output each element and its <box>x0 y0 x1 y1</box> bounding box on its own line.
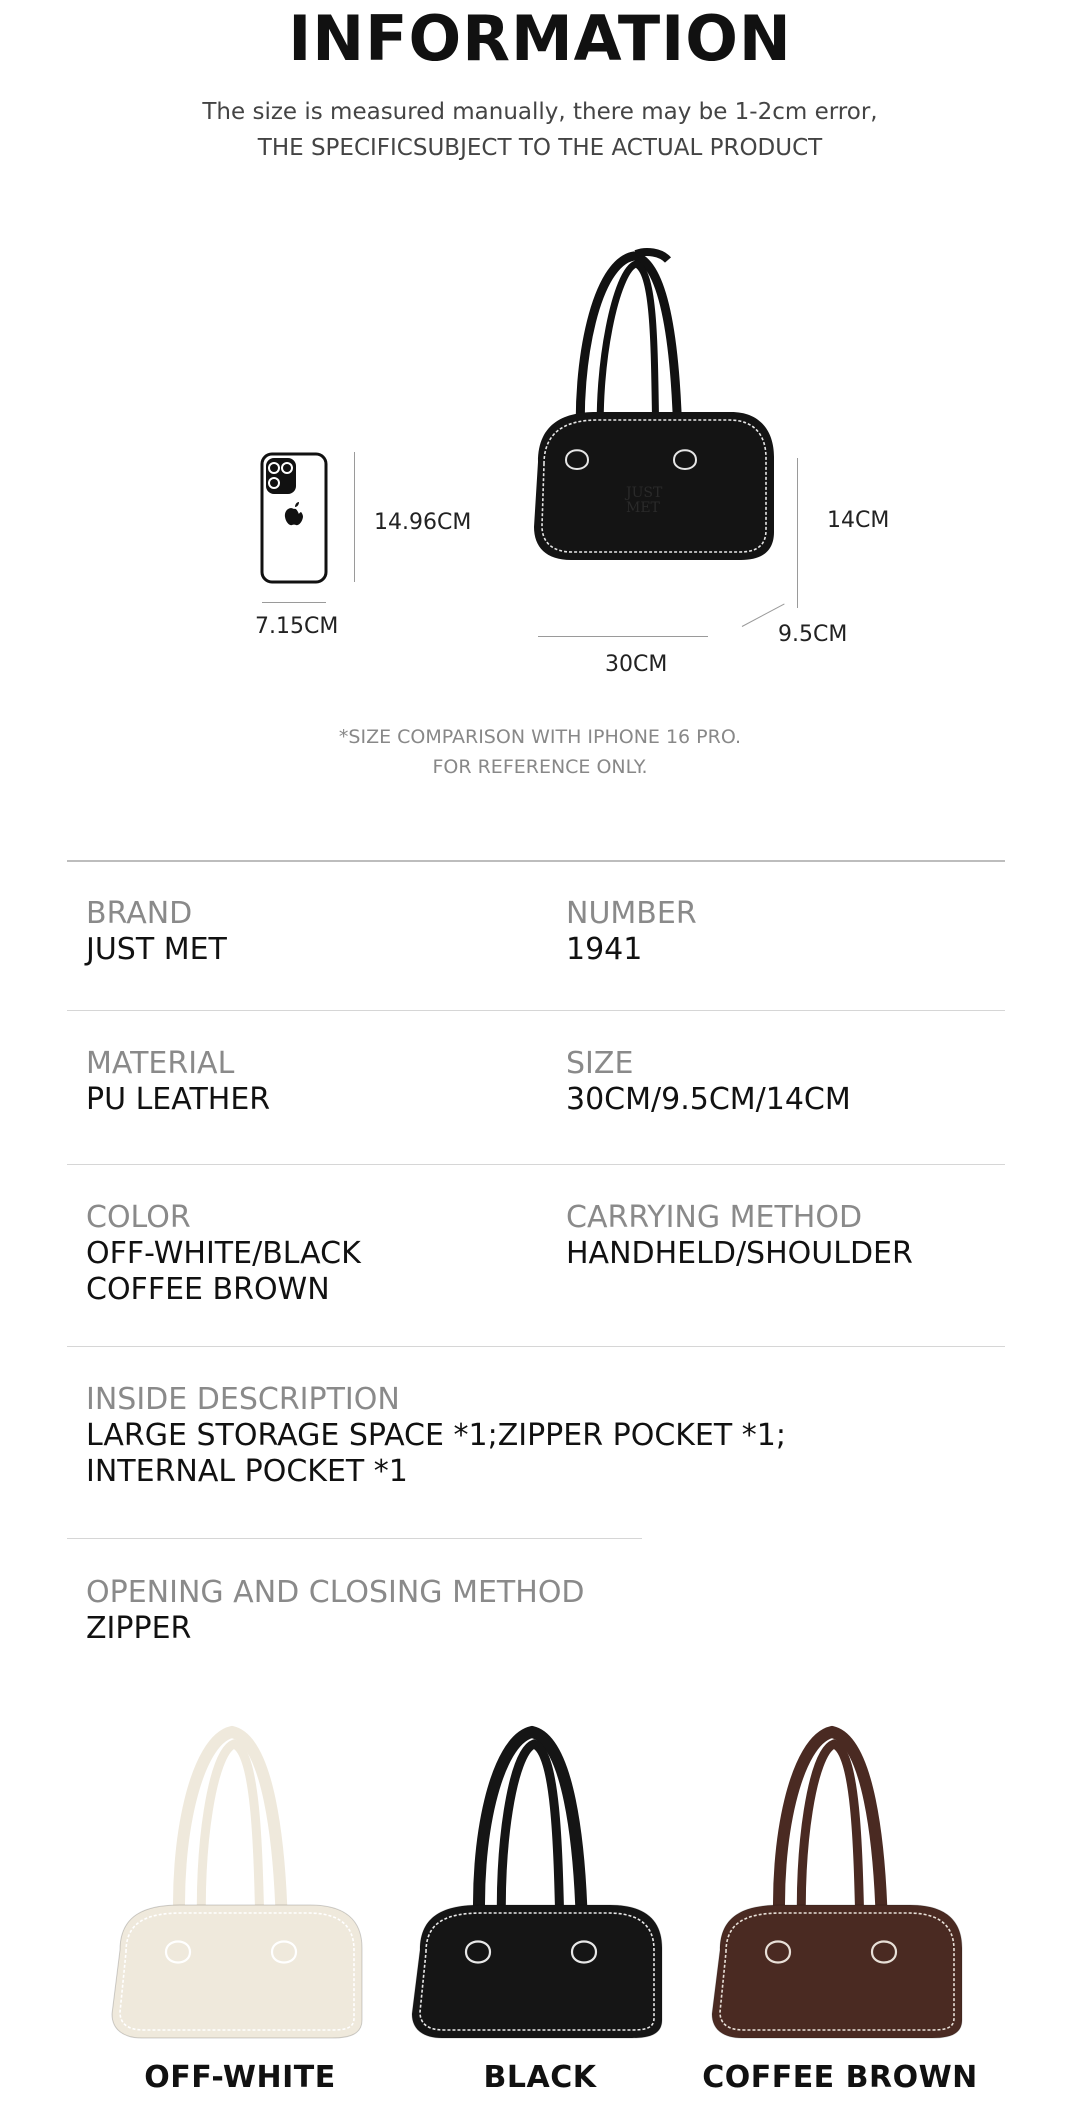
svg-text:JUST: JUST <box>626 485 663 501</box>
note-line-1: *SIZE COMPARISON WITH IPHONE 16 PRO. <box>338 726 742 748</box>
spec-label: INSIDE DESCRIPTION <box>86 1382 400 1417</box>
variant-card <box>390 1700 690 2106</box>
variant-caption: OFF-WHITE <box>144 2060 336 2095</box>
bag-depth-label: 9.5CM <box>778 622 848 647</box>
bag-width-line <box>538 636 708 637</box>
bag-image <box>526 242 776 572</box>
spec-brand <box>86 896 227 968</box>
variant-gallery <box>0 1700 1080 2106</box>
spec-carrying <box>566 1200 913 1272</box>
spec-number <box>566 896 697 968</box>
spec-value: JUST MET <box>86 932 227 967</box>
row-divider <box>67 1346 1005 1347</box>
spec-label: NUMBER <box>566 896 697 931</box>
phone-width-line <box>262 602 326 603</box>
row-divider <box>67 1538 642 1539</box>
phone-height-line <box>354 452 355 582</box>
spec-value: HANDHELD/SHOULDER <box>566 1236 913 1271</box>
subtitle-line-1: The size is measured manually, there may be 1-2cm error, <box>202 99 878 125</box>
variant-card <box>690 1700 990 2106</box>
spec-opening <box>86 1575 585 1647</box>
row-divider <box>67 1010 1005 1011</box>
spec-material <box>86 1046 270 1118</box>
spec-value: 30CM/9.5CM/14CM <box>566 1082 851 1117</box>
spec-label: OPENING AND CLOSING METHOD <box>86 1575 585 1610</box>
spec-value: COFFEE BROWN <box>86 1272 330 1307</box>
phone-icon <box>260 452 328 584</box>
note-line-2: FOR REFERENCE ONLY. <box>432 756 648 778</box>
spec-label: SIZE <box>566 1046 634 1081</box>
variant-caption: BLACK <box>483 2060 597 2095</box>
variant-card <box>90 1700 390 2106</box>
spec-label: MATERIAL <box>86 1046 235 1081</box>
reference-note <box>0 722 1080 782</box>
bag-height-label: 14CM <box>827 508 890 533</box>
spec-value: OFF-WHITE/BLACK <box>86 1236 361 1271</box>
spec-value: 1941 <box>566 932 643 967</box>
bag-height-line <box>797 458 798 608</box>
size-disclaimer <box>0 94 1080 166</box>
table-top-divider <box>67 860 1005 862</box>
page-title: INFORMATION <box>288 2 792 75</box>
phone-height-label: 14.96CM <box>374 510 472 535</box>
bag-image <box>400 1720 680 2040</box>
svg-text:MET: MET <box>626 500 660 516</box>
spec-size <box>566 1046 851 1118</box>
spec-label: BRAND <box>86 896 193 931</box>
spec-label: COLOR <box>86 1200 191 1235</box>
spec-value: ZIPPER <box>86 1611 192 1646</box>
phone-width-label: 7.15CM <box>255 614 339 639</box>
row-divider <box>67 1164 1005 1165</box>
spec-value: INTERNAL POCKET *1 <box>86 1454 408 1489</box>
spec-value: PU LEATHER <box>86 1082 271 1117</box>
size-comparison <box>0 230 1080 690</box>
spec-inside <box>86 1382 786 1490</box>
subtitle-line-2: THE SPECIFICSUBJECT TO THE ACTUAL PRODUCT <box>257 135 823 161</box>
bag-image <box>100 1720 380 2040</box>
spec-color <box>86 1200 361 1308</box>
variant-caption: COFFEE BROWN <box>702 2060 978 2095</box>
spec-value: LARGE STORAGE SPACE *1;ZIPPER POCKET *1; <box>86 1418 786 1453</box>
bag-width-label: 30CM <box>605 652 668 677</box>
bag-image <box>700 1720 980 2040</box>
spec-label: CARRYING METHOD <box>566 1200 863 1235</box>
